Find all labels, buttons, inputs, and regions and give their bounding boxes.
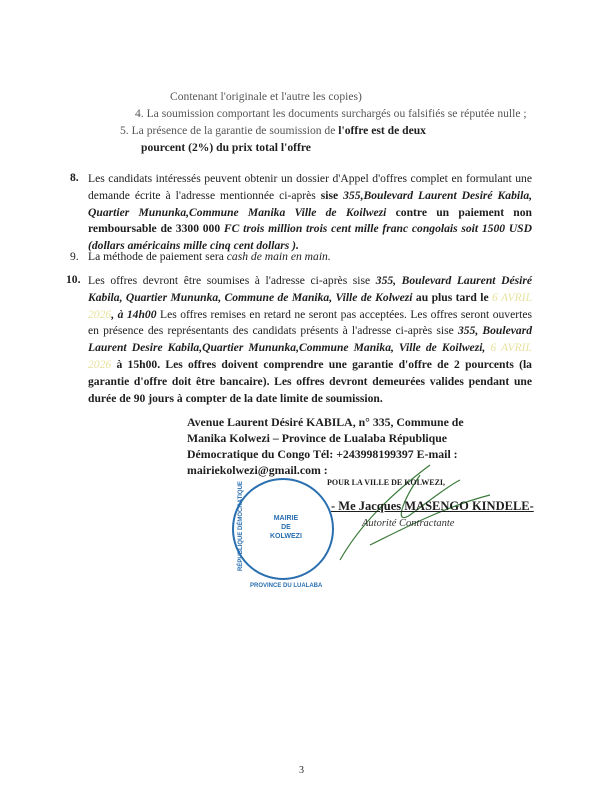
handwritten-signature — [300, 455, 500, 575]
stamp-text: KOLWEZI — [270, 533, 302, 540]
address-email: mairiekolwezi@gmail.com : — [187, 463, 328, 477]
item5-text: 5. La présence de la garantie de soumission de — [120, 124, 339, 137]
page-number: 3 — [299, 765, 304, 776]
list-continuation: Contenant l'originale et l'autre les copies) — [170, 90, 362, 103]
item8-amount: FC trois million trois cent mille franc congolais soit 1500 USD (dollars américains mille cinq cent dollars ). — [88, 222, 533, 253]
list-item-5-cont: pourcent (2%) du prix total l'offre — [141, 141, 311, 154]
item-9-paragraph — [88, 250, 331, 263]
item10-time2: à 15h00 — [116, 357, 158, 371]
stamp-bottom-text: PROVINCE DU LUALABA — [250, 583, 323, 589]
item8-payment: contre un paiement non remboursable de 3300 000 — [88, 205, 532, 236]
item10-address2: 355, Boulevard Laurent Desire Kabila,Quartier Mununka,Commune Manika, Ville de Koilwezi, — [88, 324, 532, 355]
item10-text3: . Les offres doivent comprendre une garantie d'offre de 2 pourcents (la garantie d'offre doit être bancaire). Les offres devront demeurées valides pendant une durée de 90 jours à compter de la date limite de soumission. — [88, 357, 532, 405]
item10-date2: 6 AVRIL 2026 — [88, 341, 532, 371]
item-8-number: 8. — [70, 171, 79, 184]
signatory-role: Autorité Contractante — [362, 518, 455, 529]
address-line: Manika Kolwezi – Province de Lualaba République — [187, 431, 447, 445]
item10-time: , à 14h00 — [111, 307, 157, 321]
item10-text: Les offres devront être soumises à l'adresse ci-après sise — [88, 274, 376, 287]
signature-for: POUR LA VILLE DE KOLWEZI, — [327, 478, 446, 487]
item-10-paragraph — [88, 273, 532, 407]
item-10-number: 10. — [66, 273, 81, 286]
item-8-paragraph — [88, 171, 532, 255]
address-line: Avenue Laurent Désiré KABILA, n° 335, Commune de — [187, 415, 464, 429]
address-line: Démocratique du Congo Tél: +243998199397 E-mail : — [187, 447, 458, 461]
item10-text2: Les offres remises en retard ne seront pas acceptées. Les offres seront ouvertes en présence des représentants des candidats présents à l'adresse ci-après sise — [88, 307, 532, 338]
item8-address: 355,Boulevard Laurent Desiré Kabila, Quartier Mununka,Commune Manika Ville de Koilwezi — [88, 188, 533, 219]
item9-text: La méthode de paiement sera — [88, 250, 227, 263]
item9-method: cash de main en main. — [226, 250, 331, 263]
stamp-text: DE — [281, 524, 291, 531]
stamp-top-text: RÉPUBLIQUE DÉMOCRATIQUE — [238, 481, 244, 571]
list-item-4: 4. La soumission comportant les documents surchargés ou falsifiés se réputée nulle ; — [135, 107, 527, 120]
item10-address: 355, Boulevard Laurent Désiré Kabila, Quartier Mununka, Commune de Manika, Ville de Kolwezi — [88, 274, 532, 304]
item8-sise: sise — [320, 188, 344, 202]
item10-date: 6 AVRIL 2026 — [88, 290, 533, 321]
stamp-center — [270, 514, 302, 541]
item5-bold: l'offre est de deux — [338, 124, 426, 137]
item8-text: Les candidats intéressés peuvent obtenir un dossier d'Appel d'offres complet en formulant une demande écrite à l'adresse mentionnée ci-après — [88, 172, 532, 202]
signatory-name: - Me Jacques MASENGO KINDELE- — [331, 499, 534, 513]
item10-deadline-label: au plus tard le — [412, 290, 493, 304]
item-9-number: 9. — [70, 250, 79, 263]
list-item-5 — [120, 124, 426, 137]
stamp-text: MAIRIE — [273, 515, 299, 522]
